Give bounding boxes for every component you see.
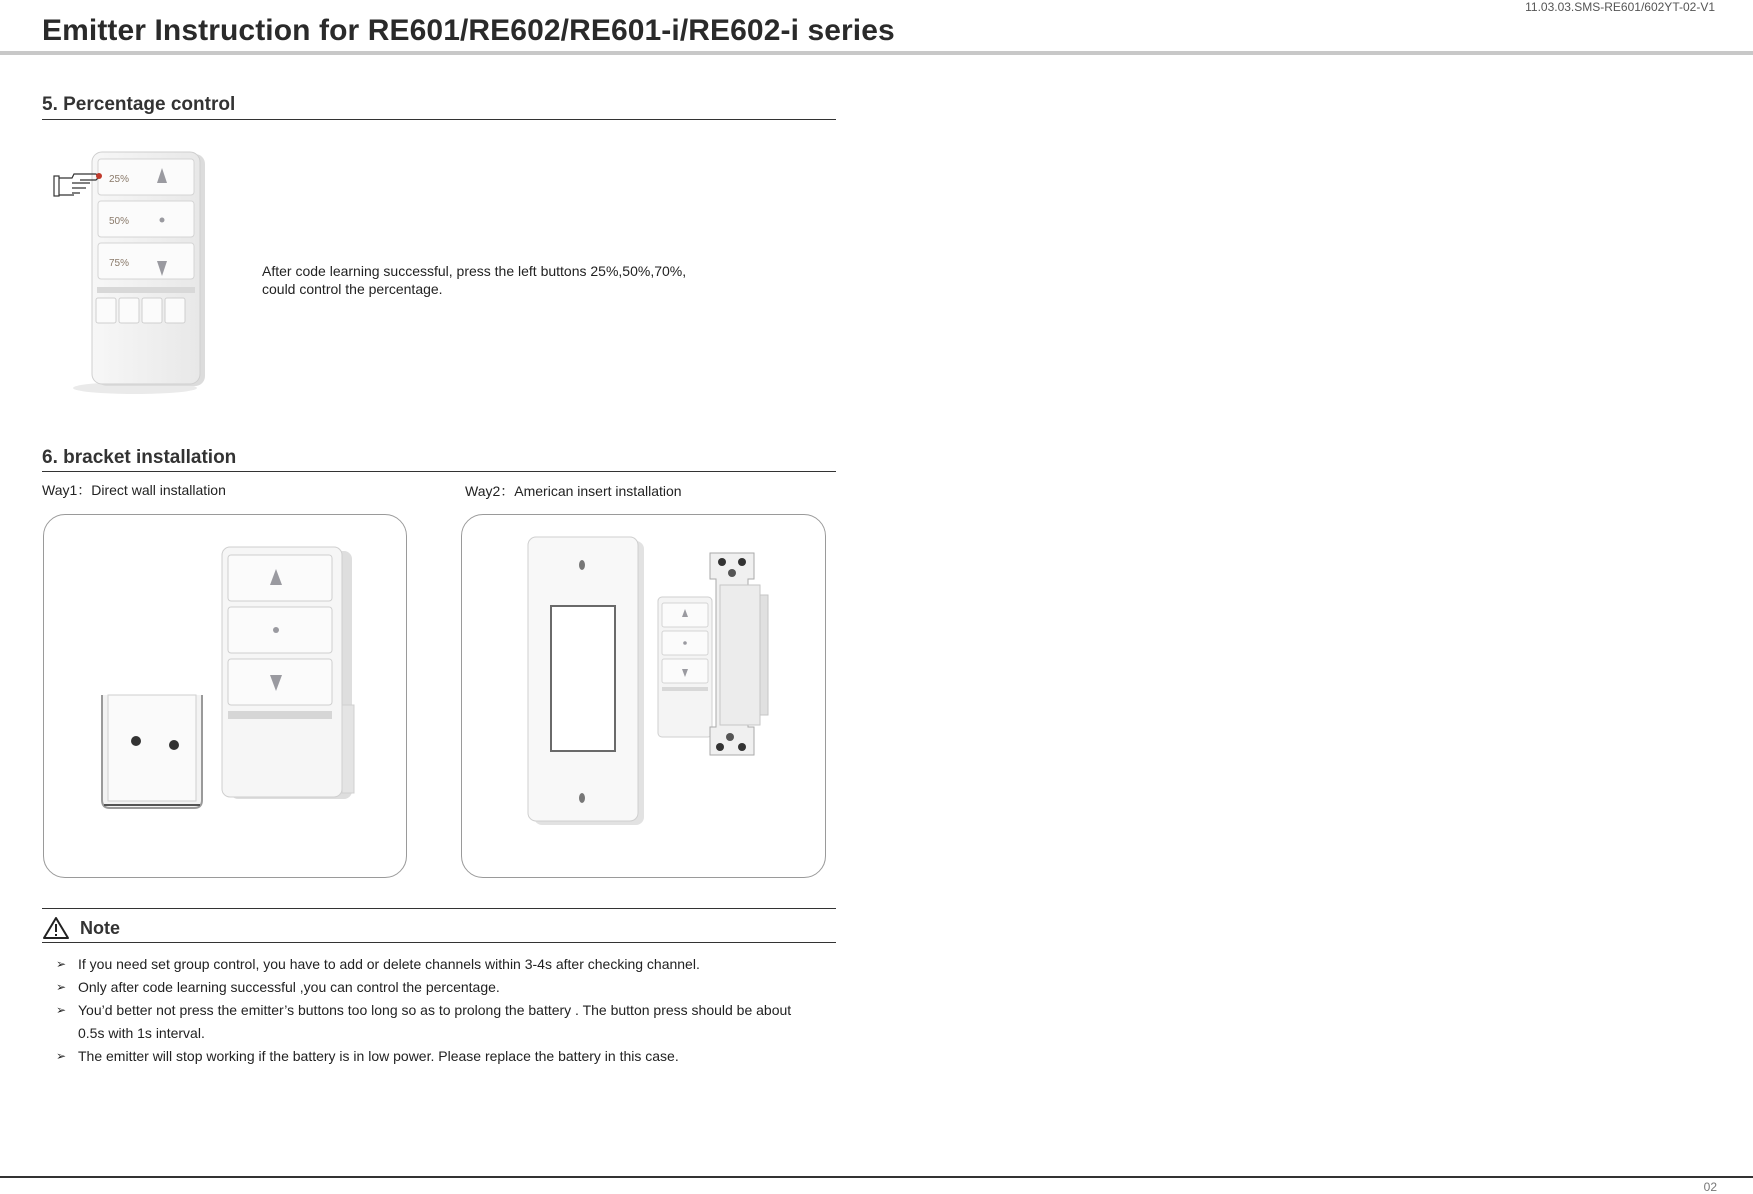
way2-label: Way2：American insert installation xyxy=(465,483,682,499)
stop-dot-icon xyxy=(160,218,165,223)
section-5-divider xyxy=(42,119,836,120)
note-item xyxy=(56,976,798,999)
warning-icon xyxy=(42,916,70,940)
screw-icon xyxy=(726,733,734,741)
section-6-divider xyxy=(42,471,836,472)
note-text: Only after code learning successful ,you can control the percentage. xyxy=(78,979,500,995)
decora-wall-plate xyxy=(528,537,644,825)
note-text: If you need set group control, you have to add or delete channels within 3-4s after checking channel. xyxy=(78,956,700,972)
page-number: 02 xyxy=(1703,1180,1717,1194)
note-title: Note xyxy=(80,917,120,938)
section-5-heading: 5. Percentage control xyxy=(42,94,236,115)
note-item xyxy=(56,953,798,976)
screw-hole-icon xyxy=(169,740,179,750)
percentage-remote-illustration xyxy=(50,150,210,398)
screw-hole-icon xyxy=(718,558,726,566)
screw-hole-icon xyxy=(131,736,141,746)
screw-hole-icon xyxy=(716,743,724,751)
stop-dot-icon xyxy=(273,627,279,633)
note-text: The emitter will stop working if the battery is in low power. Please replace the battery in this case. xyxy=(78,1048,679,1064)
way2-image-frame xyxy=(461,514,826,878)
bullet-arrow-icon: ➢ xyxy=(56,957,67,971)
note-item xyxy=(56,1045,798,1068)
note-header xyxy=(42,916,120,940)
bullet-arrow-icon: ➢ xyxy=(56,1003,67,1017)
stop-dot-icon xyxy=(683,641,687,645)
section-6-heading: 6. bracket installation xyxy=(42,447,237,468)
wall-remote xyxy=(222,547,354,799)
title-divider xyxy=(0,51,1753,55)
wall-installation-illustration xyxy=(44,515,406,877)
note-text: You’d better not press the emitter’s buttons too long so as to prolong the battery . The button press should be about 0.5s with 1s interval. xyxy=(78,1002,792,1041)
way1-label: Way1：Direct wall installation xyxy=(42,482,226,498)
note-list xyxy=(56,953,798,1068)
bullet-arrow-icon: ➢ xyxy=(56,1049,67,1063)
screw-hole-icon xyxy=(738,743,746,751)
remote-label-25: 25% xyxy=(109,174,130,185)
screw-icon xyxy=(728,569,736,577)
insert-bracket xyxy=(710,553,768,755)
screw-hole-icon xyxy=(738,558,746,566)
way1-image-frame xyxy=(43,514,407,878)
remote-label-75: 75% xyxy=(109,258,130,269)
page-title: Emitter Instruction for RE601/RE602/RE601-i/RE602-i series xyxy=(42,14,895,47)
percentage-description xyxy=(262,262,686,298)
bullet-arrow-icon: ➢ xyxy=(56,980,67,994)
american-insert-illustration xyxy=(462,515,825,877)
wall-bracket xyxy=(102,695,202,808)
insert-remote xyxy=(658,597,712,737)
screw-icon xyxy=(579,793,585,803)
screw-icon xyxy=(579,560,585,570)
note-item xyxy=(56,999,798,1045)
footer-divider xyxy=(0,1176,1753,1178)
remote-label-50: 50% xyxy=(109,216,130,227)
note-top-divider xyxy=(42,908,836,909)
document-code: 11.03.03.SMS-RE601/602YT-02-V1 xyxy=(1525,0,1715,14)
percentage-description-line-2: could control the percentage. xyxy=(262,281,443,297)
note-bottom-divider xyxy=(42,942,836,943)
percentage-description-line-1: After code learning successful, press the left buttons 25%,50%,70%, xyxy=(262,263,687,279)
